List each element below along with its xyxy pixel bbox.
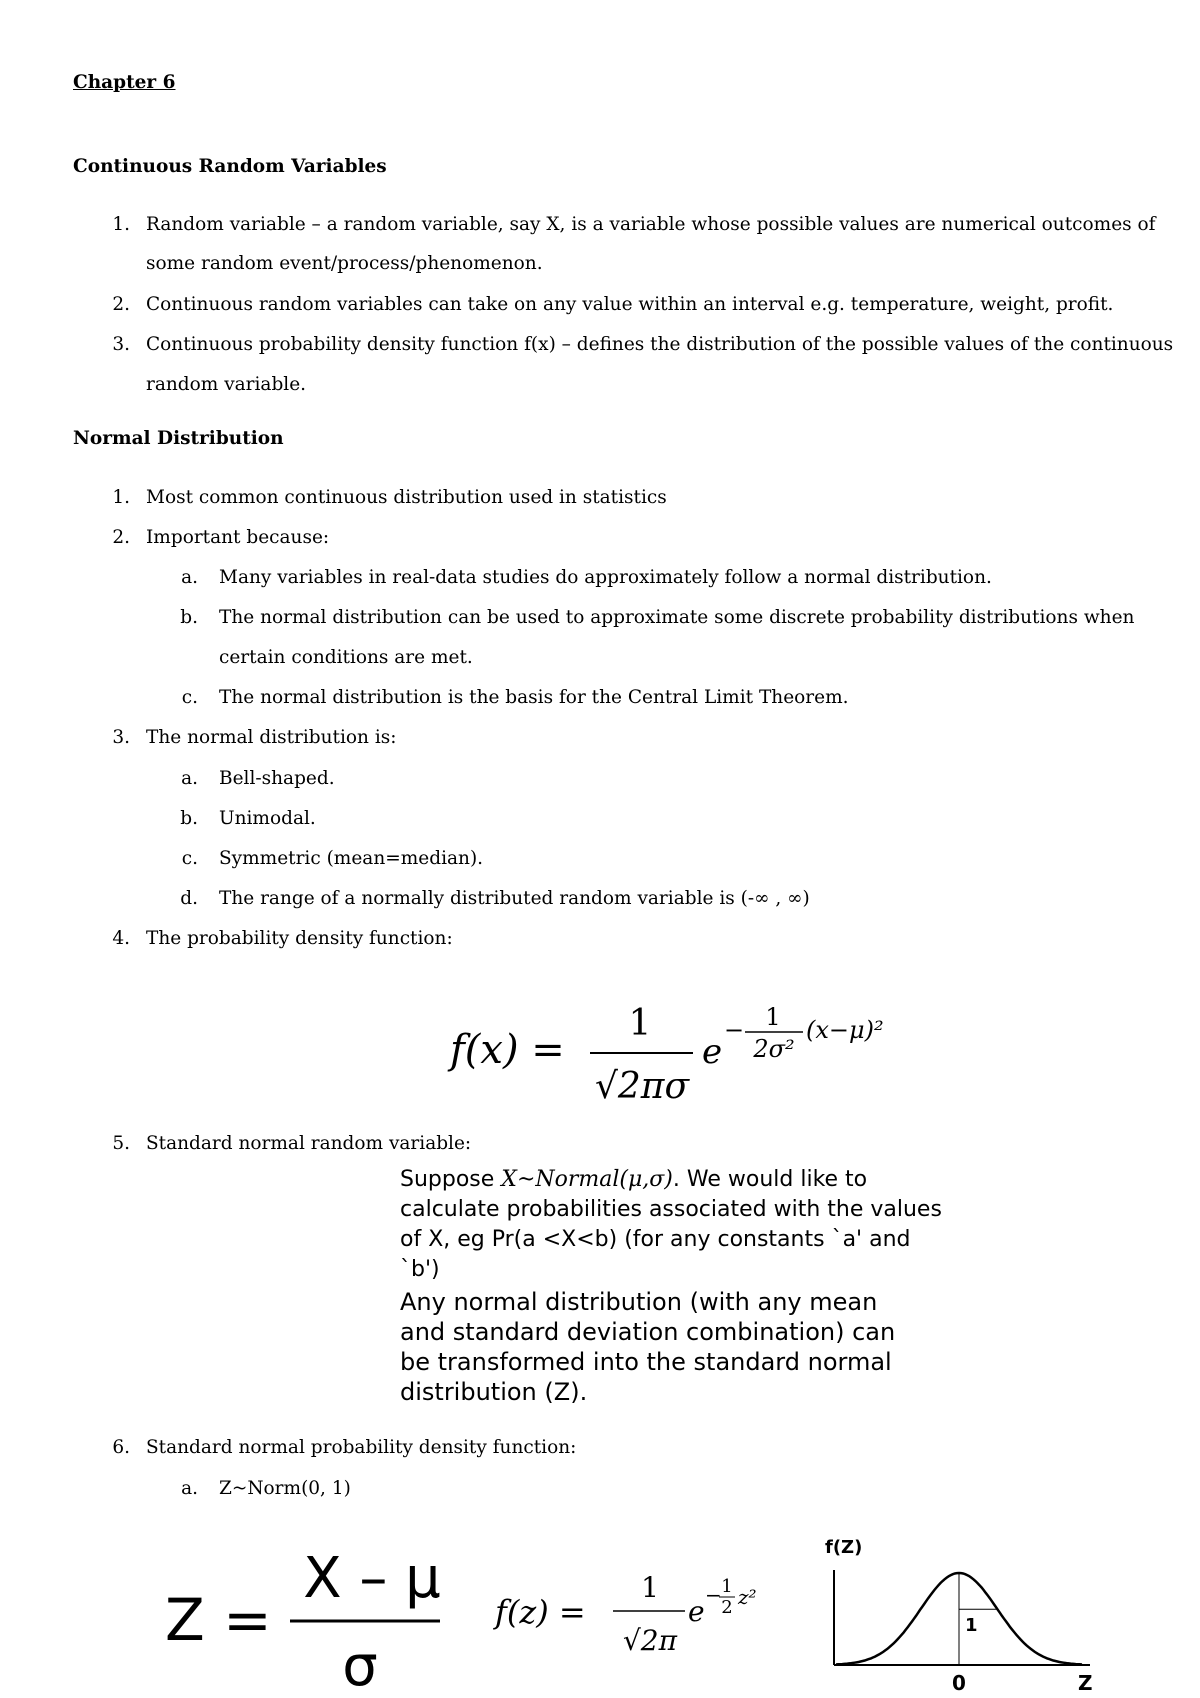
note-text: Suppose [400,1167,502,1192]
list-item-text: random variable. [146,374,307,395]
list-number: 1. [112,487,130,508]
note-line: of X, eg Pr(a <X<b) (for any constants `a' and [400,1227,911,1252]
standard-normal-pdf-formula [490,1555,780,1665]
list-item-text: Random variable – a random variable, say X, is a variable whose possible values are numerical outcomes of [146,214,1156,235]
formula-exp-sign: − [724,1016,745,1044]
sub-list-text: Z~Norm(0, 1) [219,1478,351,1499]
chapter-title: Chapter 6 [73,72,176,93]
formula-exp-numerator: 1 [721,1576,733,1597]
sub-list-text: The range of a normally distributed random variable is (-∞ , ∞) [219,888,810,909]
note-line [400,1165,960,1195]
note-line: and standard deviation combination) can [400,1318,896,1346]
sub-list-letter: b. [180,607,198,628]
list-item-text: Important because: [146,527,330,548]
formula-exp-denominator: 2 [721,1597,733,1618]
list-item-text: Standard normal random variable: [146,1133,472,1154]
section-heading-normal: Normal Distribution [73,428,284,449]
list-number: 3. [112,727,130,748]
sub-list-text: Many variables in real-data studies do approximately follow a normal distribution. [219,567,992,588]
formula-denominator: √2πσ [594,1066,690,1107]
z-score-formula [160,1535,460,1695]
formula-base: e [688,1595,705,1628]
sub-list-text: The normal distribution is the basis for the Central Limit Theorem. [219,687,849,708]
note-math: X~Normal(μ,σ) [501,1167,673,1192]
sub-list-letter: b. [180,808,198,829]
formula-exp-numerator: 1 [765,1003,781,1031]
bell-curve-diagram [820,1535,1100,1695]
list-item-text: Continuous probability density function f(x) – defines the distribution of the possible values of the continuous [146,334,1174,355]
note-line: `b') [400,1257,440,1282]
sub-list-letter: a. [181,567,198,588]
list-number: 2. [112,294,130,315]
note-line: be transformed into the standard normal [400,1348,892,1376]
normal-pdf-formula [440,990,920,1115]
z-numerator: X – μ [303,1546,441,1611]
origin-label: 0 [952,1671,966,1695]
formula-base: e [702,1032,723,1072]
sub-list-text: The normal distribution can be used to approximate some discrete probability distributions when [219,607,1135,628]
formula-lhs: f(z) = [495,1593,586,1631]
z-denominator: σ [342,1634,378,1695]
list-item-text: Most common continuous distribution used in statistics [146,487,667,508]
note-line: Any normal distribution (with any mean [400,1288,878,1316]
section-heading-continuous: Continuous Random Variables [73,156,387,177]
sd-label: 1 [965,1615,978,1637]
formula-numerator: 1 [641,1571,659,1604]
formula-exp-tail: z² [738,1585,757,1609]
list-number: 6. [112,1437,130,1458]
list-item-text: some random event/process/phenomenon. [146,253,543,274]
formula-exp-tail: (x−μ)² [806,1016,884,1044]
list-number: 5. [112,1133,130,1154]
sub-list-letter: d. [180,888,198,909]
sub-list-text: certain conditions are met. [219,647,473,668]
list-number: 1. [112,214,130,235]
x-axis-label: Z [1078,1671,1093,1695]
sub-list-letter: a. [181,1478,198,1499]
z-lhs: Z = [165,1586,272,1654]
note-line: distribution (Z). [400,1378,588,1406]
y-axis-label: f(Z) [825,1537,863,1558]
sub-list-letter: c. [181,687,198,708]
list-number: 4. [112,928,130,949]
list-item-text: The normal distribution is: [146,727,397,748]
list-item-text: Continuous random variables can take on any value within an interval e.g. temperature, weight, profit. [146,294,1114,315]
sub-list-text: Symmetric (mean=median). [219,848,484,869]
sub-list-letter: c. [181,848,198,869]
list-number: 2. [112,527,130,548]
standard-normal-note [400,1165,960,1407]
sub-list-text: Bell-shaped. [219,768,335,789]
list-number: 3. [112,334,130,355]
sub-list-text: Unimodal. [219,808,316,829]
formula-numerator: 1 [628,1003,652,1044]
note-text: . We would like to [672,1167,868,1192]
list-item-text: The probability density function: [146,928,453,949]
formula-exp-sign: − [705,1583,722,1607]
formula-lhs: f(x) = [450,1027,565,1073]
note-line: calculate probabilities associated with the values [400,1197,942,1222]
formula-denominator: √2π [622,1624,678,1657]
sub-list-letter: a. [181,768,198,789]
list-item-text: Standard normal probability density function: [146,1437,577,1458]
formula-exp-denominator: 2σ² [753,1035,795,1063]
